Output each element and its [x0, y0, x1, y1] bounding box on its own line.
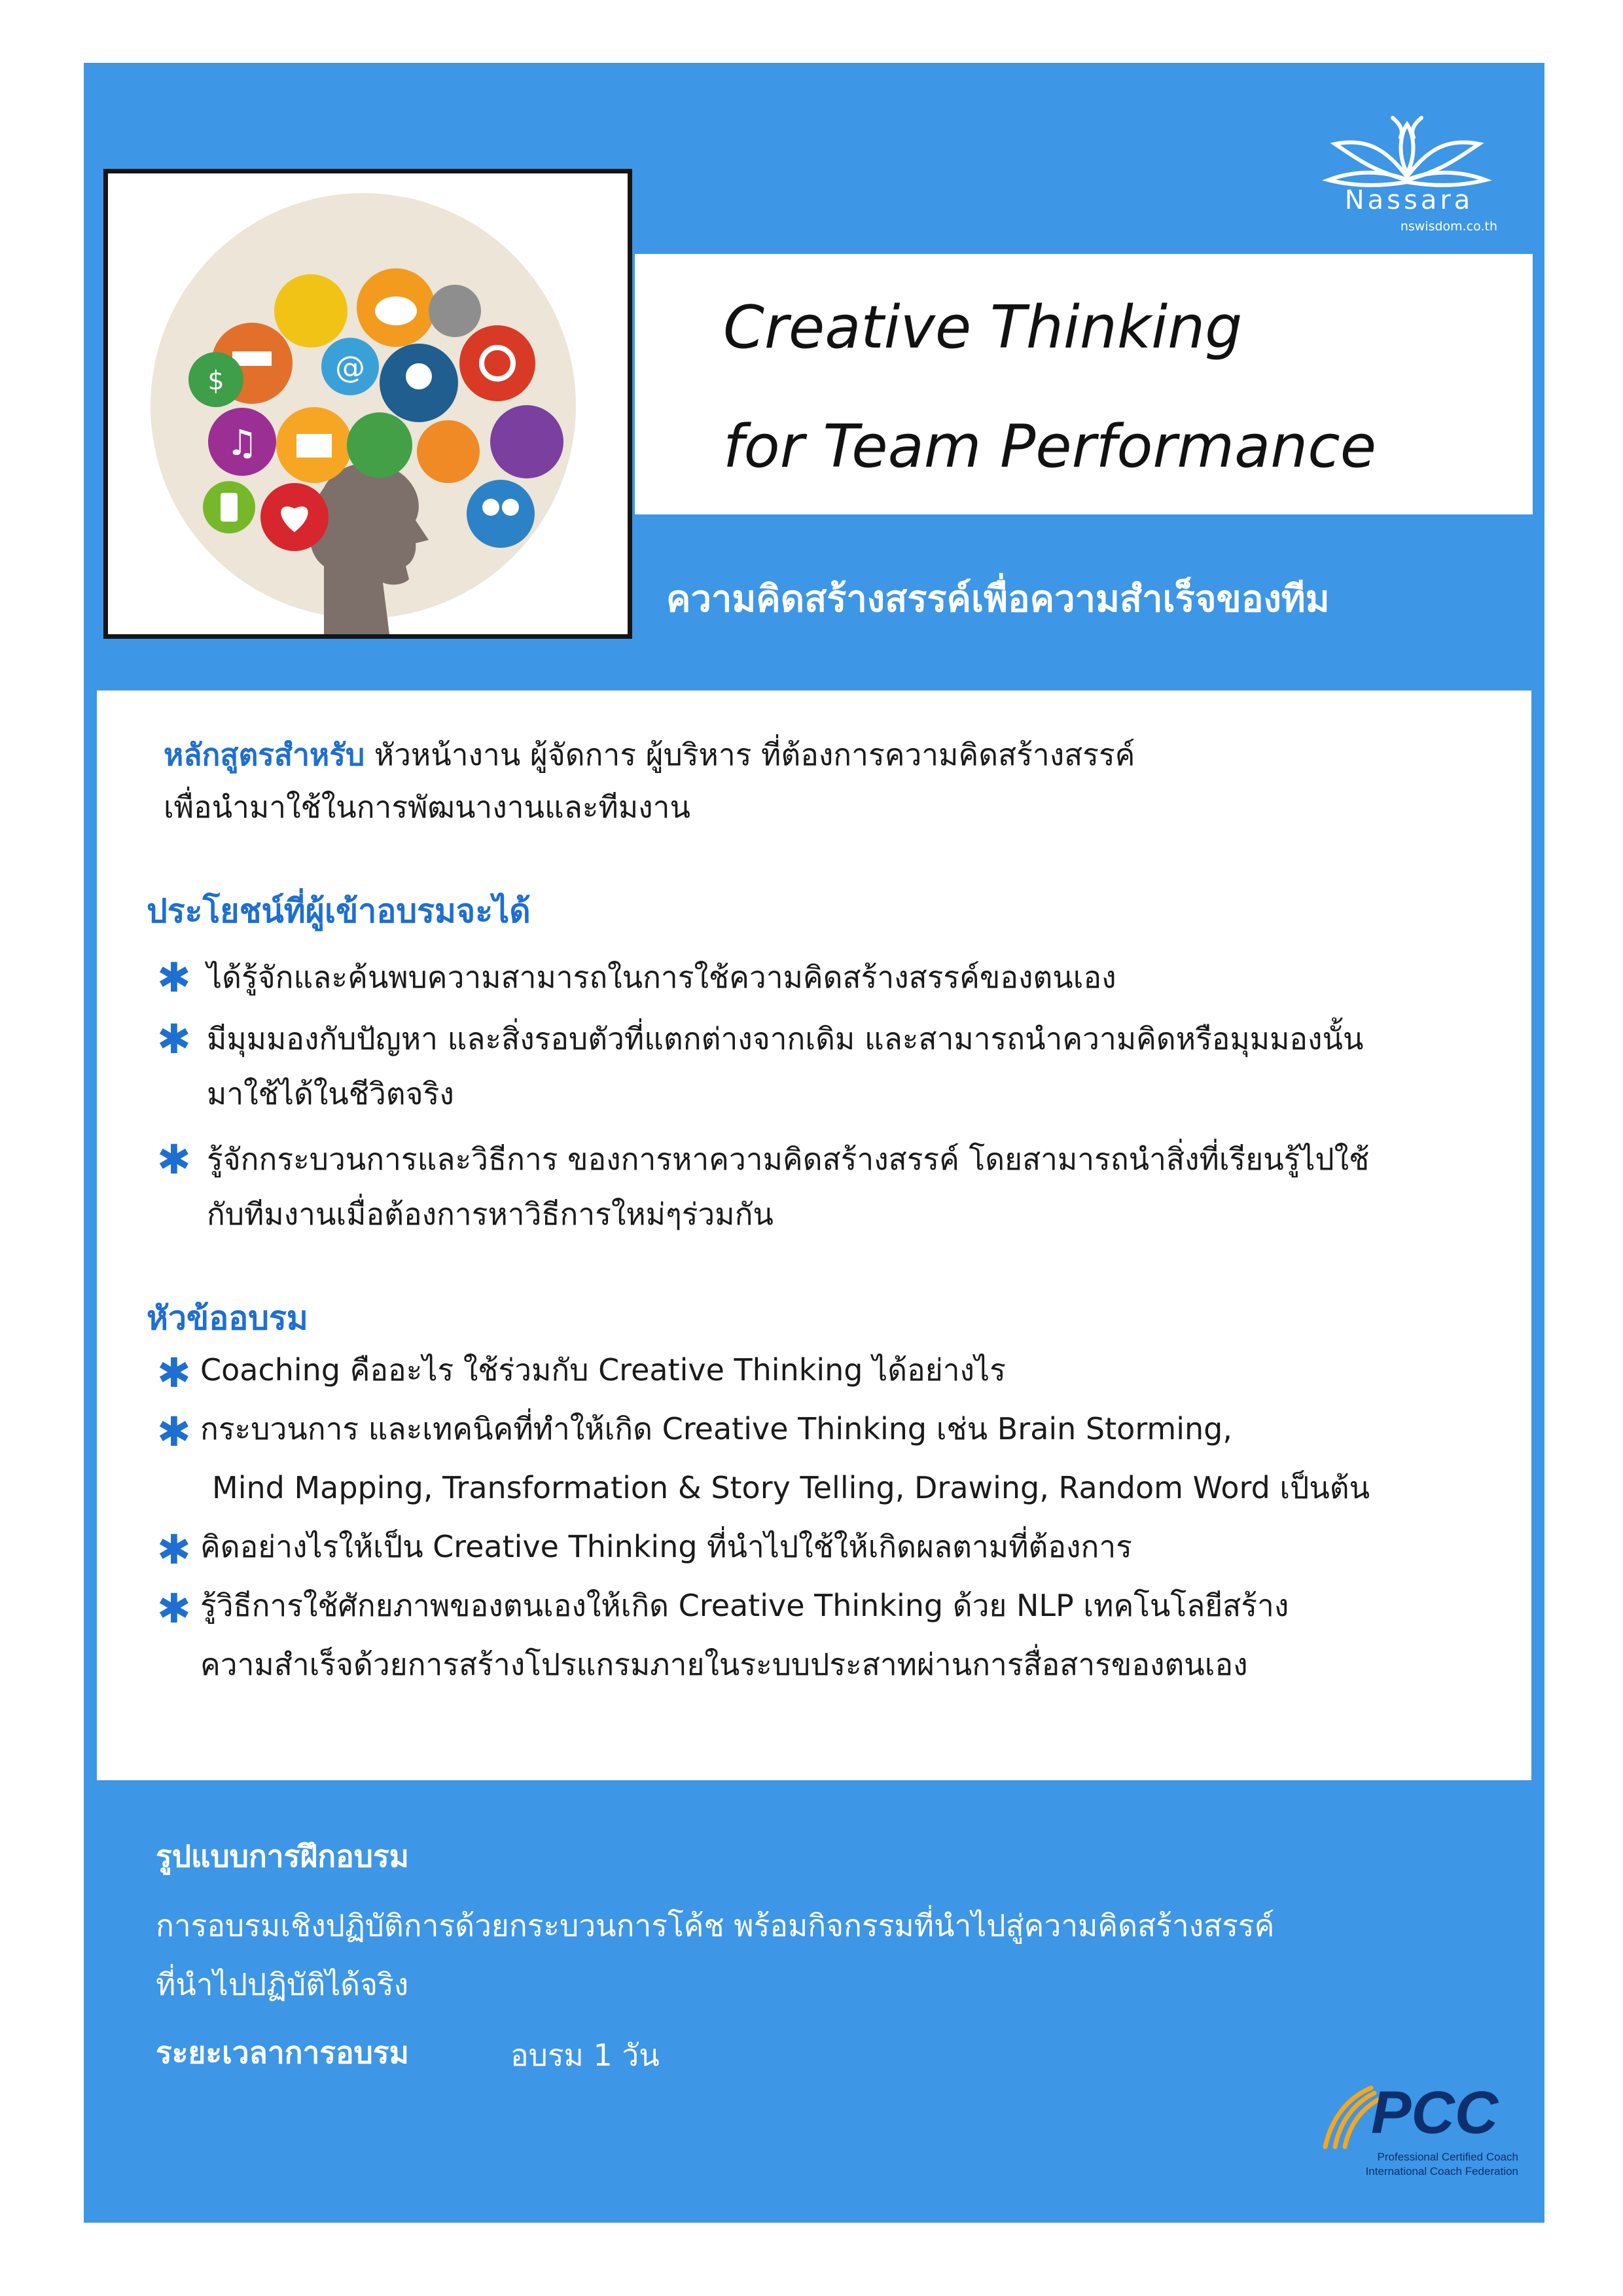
brand-name: Nassara — [1344, 185, 1474, 215]
bullet-star-icon: ✱ — [157, 1585, 191, 1632]
bullet-star-icon: ✱ — [157, 1015, 191, 1063]
topic-item-cont: Mind Mapping, Transformation & Story Telling, Drawing, Random Word เป็นต้น — [212, 1470, 1370, 1505]
audience-line-2: เพื่อนำมาใช้ในการพัฒนางานและทีมงาน — [164, 789, 690, 825]
benefit-item: รู้จักกระบวนการและวิธีการ ของการหาความคิดสร้างสรรค์ โดยสามารถนำสิ่งที่เรียนรู้ไปใช้ — [207, 1141, 1370, 1177]
title-line-1: Creative Thinking — [723, 293, 1243, 362]
content-panel — [97, 691, 1531, 1780]
title-box — [635, 254, 1533, 514]
creative-thinking-illustration — [108, 173, 628, 634]
title-line-2: for Team Performance — [723, 412, 1377, 481]
audience-label: หลักสูตรสำหรับ — [164, 737, 365, 772]
benefit-item: ได้รู้จักและค้นพบความสามารถในการใช้ความคิดสร้างสรรค์ของตนเอง — [207, 960, 1116, 995]
bird-icon — [347, 412, 412, 478]
audience-line — [164, 731, 1135, 779]
bullet-star-icon: ✱ — [157, 1526, 191, 1573]
format-line-2: ที่นำไปปฏิบัติได้จริง — [156, 1967, 409, 2002]
svg-text:♫: ♫ — [226, 422, 259, 463]
audience-text: หัวหน้างาน ผู้จัดการ ผู้บริหาร ที่ต้องการความคิดสร้างสรรค์ — [365, 737, 1135, 772]
topic-item: กระบวนการ และเทคนิคที่ทำให้เกิด Creative Thinking เช่น Brain Storming, — [200, 1411, 1232, 1446]
svg-text:@: @ — [335, 350, 365, 385]
format-line-1: การอบรมเชิงปฏิบัติการด้วยกระบวนการโค้ช พร้อมกิจกรรมที่นำไปสู่ความคิดสร้างสรรค์ — [156, 1908, 1275, 1943]
duration-label: ระยะเวลาการอบรม — [156, 2035, 409, 2070]
cart-icon — [429, 285, 481, 337]
bullet-star-icon: ✱ — [157, 1136, 191, 1183]
bullet-star-icon: ✱ — [157, 1349, 191, 1397]
topic-item: คิดอย่างไรให้เป็น Creative Thinking ที่นำไปใช้ให้เกิดผลตามที่ต้องการ — [200, 1529, 1132, 1564]
illustration-frame — [103, 169, 632, 639]
subtitle-thai: ความคิดสร้างสรรค์เพื่อความสำเร็จของทีม — [666, 578, 1330, 620]
people-icon — [467, 480, 535, 548]
format-heading: รูปแบบการฝึกอบรม — [156, 1839, 410, 1874]
pcc-logo-text: PCC — [1371, 2079, 1499, 2146]
shoe-icon — [274, 274, 348, 348]
bullet-star-icon: ✱ — [157, 1408, 191, 1456]
svg-text:$: $ — [207, 366, 224, 396]
benefit-item-cont: มาใช้ได้ในชีวิตจริง — [207, 1076, 454, 1111]
pcc-line-2: International Coach Federation — [1365, 2165, 1518, 2178]
benefits-heading: ประโยชน์ที่ผู้เข้าอบรมจะได้ — [147, 892, 531, 930]
benefit-item: มีมุมมองกับปัญหา และสิ่งรอบตัวที่แตกต่างจากเดิม และสามารถนำความคิดหรือมุมมองนั้น — [207, 1021, 1364, 1056]
duration-value: อบรม 1 วัน — [510, 2037, 660, 2073]
speech-icon — [417, 420, 480, 483]
perfume-icon — [490, 405, 563, 478]
pcc-line-1: Professional Certified Coach — [1377, 2151, 1518, 2163]
recycle-icon — [459, 325, 535, 401]
bullet-star-icon: ✱ — [157, 954, 191, 1001]
topic-item-cont: ความสำเร็จด้วยการสร้างโปรแกรมภายในระบบประสาทผ่านการสื่อสารของตนเอง — [200, 1647, 1248, 1682]
topic-item: รู้วิธีการใช้ศักยภาพของตนเองให้เกิด Creative Thinking ด้วย NLP เทคโนโลยีสร้าง — [200, 1588, 1289, 1623]
topics-heading: หัวข้ออบรม — [147, 1299, 308, 1337]
benefit-item-cont: กับทีมงานเมื่อต้องการหาวิธีการใหม่ๆร่วมกัน — [207, 1196, 774, 1232]
brand-url: nswisdom.co.th — [1400, 219, 1497, 234]
topic-item: Coaching คืออะไร ใช้ร่วมกับ Creative Thinking ได้อย่างไร — [200, 1352, 1006, 1388]
